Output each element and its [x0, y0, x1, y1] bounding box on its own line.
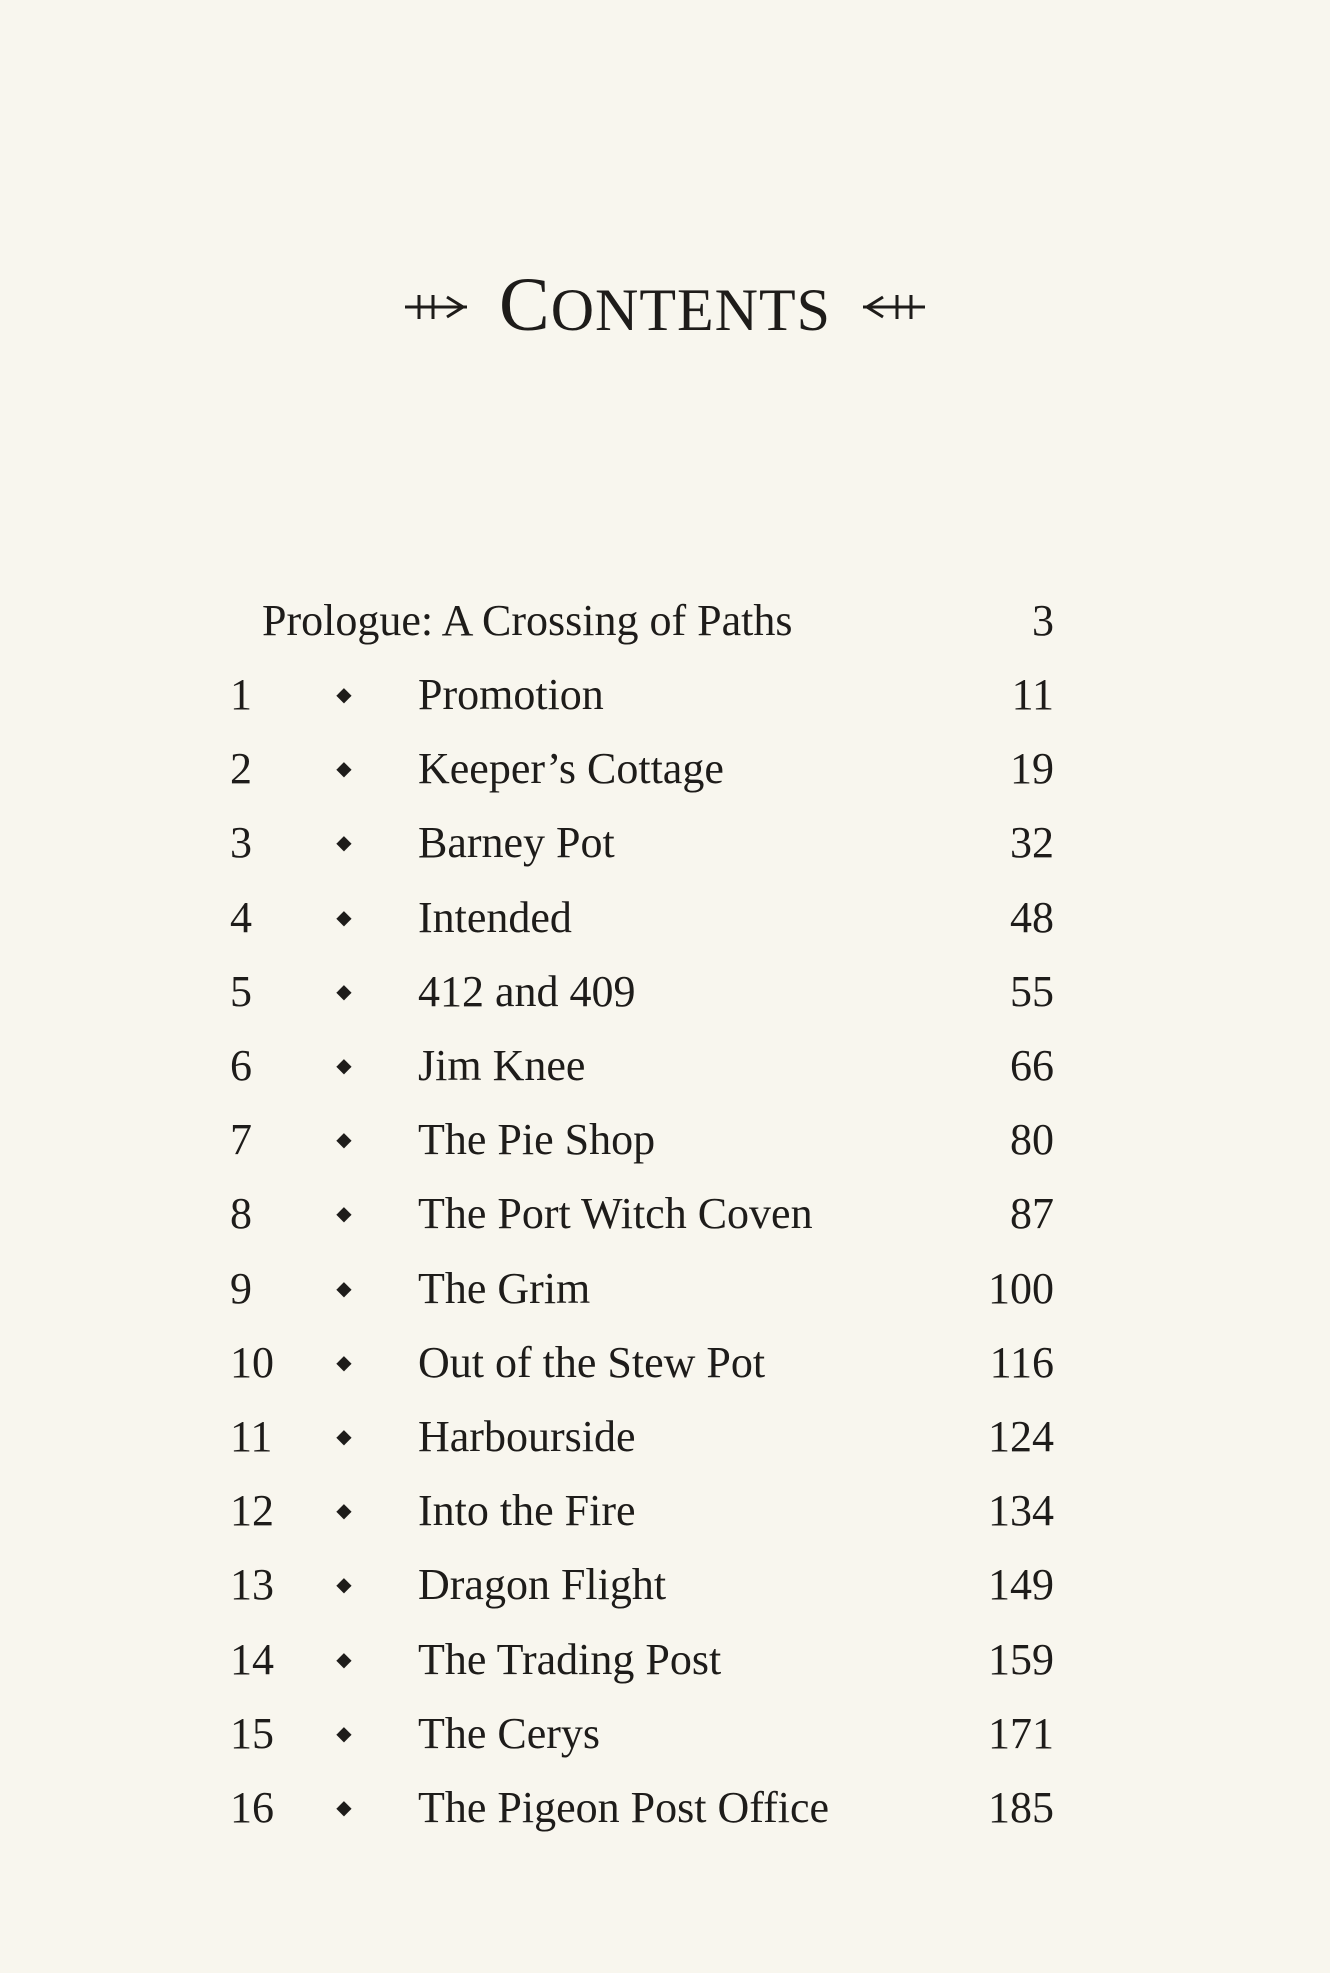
bullet-icon: ◆ [336, 1203, 352, 1225]
bullet-icon: ◆ [336, 832, 352, 854]
toc-row [0, 1326, 1330, 1400]
toc-row [0, 881, 1330, 955]
chapter-title: Into the Fire [418, 1486, 636, 1535]
chapter-number: 1 [230, 670, 252, 719]
bullet-icon: ◆ [336, 907, 352, 929]
chapter-page: 32 [1010, 818, 1054, 867]
chapter-page: 55 [1010, 967, 1054, 1016]
chapter-title: Out of the Stew Pot [418, 1338, 766, 1387]
chapter-title: Dragon Flight [418, 1560, 667, 1609]
chapter-page: 66 [1010, 1041, 1054, 1090]
bullet-icon: ◆ [336, 1797, 352, 1819]
ornament-left-icon [401, 287, 473, 327]
chapter-page: 171 [988, 1709, 1054, 1758]
chapter-page: 124 [988, 1412, 1054, 1461]
ornament-right-icon [857, 287, 929, 327]
chapter-title: Harbourside [418, 1412, 636, 1461]
chapter-title: The Port Witch Coven [418, 1189, 813, 1238]
chapter-page: 116 [989, 1338, 1054, 1387]
chapter-number: 15 [230, 1709, 274, 1758]
chapter-page: 48 [1010, 893, 1054, 942]
bullet-icon: ◆ [336, 1352, 352, 1374]
chapter-number: 6 [230, 1041, 252, 1090]
toc-row [0, 1177, 1330, 1251]
chapter-number: 5 [230, 967, 252, 1016]
chapter-page: 159 [988, 1635, 1054, 1684]
chapter-title: The Grim [418, 1264, 591, 1313]
chapter-number: 8 [230, 1189, 252, 1238]
chapter-number: 16 [230, 1783, 274, 1832]
toc-row-prologue [0, 584, 1330, 658]
chapter-number: 2 [230, 744, 252, 793]
prologue-page: 3 [1032, 596, 1054, 645]
chapter-number: 11 [230, 1412, 273, 1461]
chapter-page: 149 [988, 1560, 1054, 1609]
chapter-page: 19 [1010, 744, 1054, 793]
toc-row [0, 658, 1330, 732]
toc-row [0, 1697, 1330, 1771]
bullet-icon: ◆ [336, 981, 352, 1003]
chapter-number: 14 [230, 1635, 274, 1684]
toc-row [0, 1103, 1330, 1177]
chapter-number: 9 [230, 1264, 252, 1313]
bullet-icon: ◆ [336, 1723, 352, 1745]
toc-row [0, 1252, 1330, 1326]
chapter-page: 11 [1011, 670, 1054, 719]
chapter-page: 134 [988, 1486, 1054, 1535]
toc-row [0, 806, 1330, 880]
bullet-icon: ◆ [336, 1649, 352, 1671]
chapter-title: Promotion [418, 670, 604, 719]
bullet-icon: ◆ [336, 758, 352, 780]
chapter-title: 412 and 409 [418, 967, 636, 1016]
toc-row [0, 1400, 1330, 1474]
chapter-title: The Cerys [418, 1709, 601, 1758]
toc-row [0, 955, 1330, 1029]
title-initial: C [498, 263, 551, 347]
toc-row [0, 1474, 1330, 1548]
chapter-title: Keeper’s Cottage [418, 744, 724, 793]
chapter-page: 185 [988, 1783, 1054, 1832]
bullet-icon: ◆ [336, 1574, 352, 1596]
toc-row [0, 1548, 1330, 1622]
chapter-title: The Trading Post [418, 1635, 722, 1684]
bullet-icon: ◆ [336, 684, 352, 706]
chapter-number: 12 [230, 1486, 274, 1535]
chapter-page: 80 [1010, 1115, 1054, 1164]
chapter-title: Barney Pot [418, 818, 615, 867]
prologue-title: Prologue: A Crossing of Paths [262, 596, 793, 645]
chapter-number: 7 [230, 1115, 252, 1164]
toc-row [0, 732, 1330, 806]
bullet-icon: ◆ [336, 1500, 352, 1522]
page-title [0, 255, 1330, 360]
bullet-icon: ◆ [336, 1426, 352, 1448]
chapter-title: Intended [418, 893, 572, 942]
title-rest: ONTENTS [550, 277, 831, 343]
chapter-page: 87 [1010, 1189, 1054, 1238]
chapter-title: The Pie Shop [418, 1115, 656, 1164]
chapter-number: 10 [230, 1338, 274, 1387]
chapter-page: 100 [988, 1264, 1054, 1313]
toc-row [0, 1771, 1330, 1845]
chapter-number: 4 [230, 893, 252, 942]
chapter-number: 13 [230, 1560, 274, 1609]
chapter-number: 3 [230, 818, 252, 867]
toc-row [0, 1029, 1330, 1103]
toc-row [0, 1623, 1330, 1697]
bullet-icon: ◆ [336, 1055, 352, 1077]
chapter-title: Jim Knee [418, 1041, 586, 1090]
chapter-title: The Pigeon Post Office [418, 1783, 830, 1832]
bullet-icon: ◆ [336, 1278, 352, 1300]
bullet-icon: ◆ [336, 1129, 352, 1151]
